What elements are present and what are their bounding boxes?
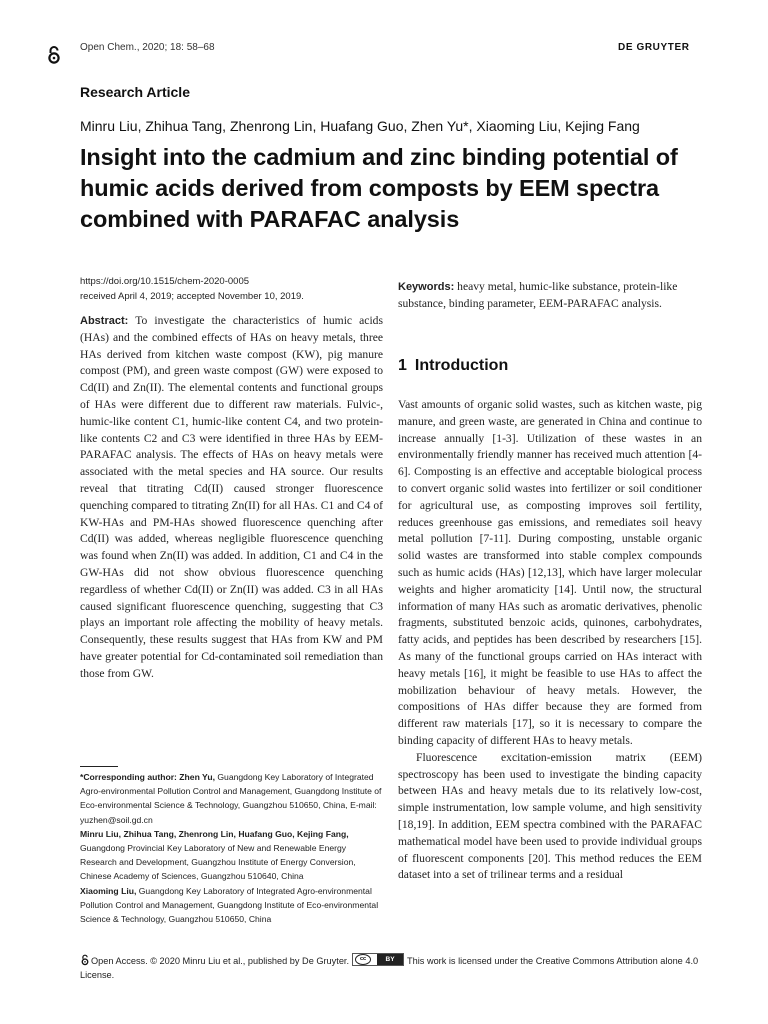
corresponding-author-affiliation: Guangdong Key Laboratory of Integrated Agro-environmental Pollution Control and Management, Guangdong Institute of Eco-environmental Science & Technology, Guangzhou 510650, China, E-mail: yuzhen@soil.gd.cn xyxy=(80,772,382,825)
affiliation-text-2: Guangdong Key Laboratory of Integrated Agro-environmental Pollution Control and Management, Guangdong Institute of Eco-environmental Science & Technology, Guangzhou 510650, China xyxy=(80,885,379,925)
author-footnote xyxy=(80,770,385,926)
keywords-text: heavy metal, humic-like substance, protein-like substance, binding parameter, EEM-PARAFAC analysis. xyxy=(398,280,678,310)
paper-title: Insight into the cadmium and zinc binding potential of humic acids derived from composts by EEM spectra combined with PARAFAC analysis xyxy=(80,144,678,232)
doi-block xyxy=(80,274,304,304)
open-access-icon xyxy=(80,954,90,966)
keywords xyxy=(398,279,702,313)
section-heading-introduction xyxy=(398,357,508,375)
affiliation-authors-1: Minru Liu, Zhihua Tang, Zhenrong Lin, Huafang Guo, Kejing Fang, xyxy=(80,828,349,839)
article-type: Research Article xyxy=(80,84,190,100)
section-title: Introduction xyxy=(414,357,509,374)
introduction-body xyxy=(398,397,702,884)
license-footer xyxy=(80,953,710,982)
received-dates: received April 4, 2019; accepted November 10, 2019. xyxy=(80,291,304,302)
footnote-divider xyxy=(80,766,118,767)
publisher-name: DE GRUYTER xyxy=(618,42,690,53)
paragraph: Fluorescence excitation-emission matrix (EEM) spectroscopy has been used to investigate the binding capacity between HAs and heavy metals due to its relatively low-cost, simple instrumentation, low sample volume, and high sensitivity [18,19]. In addition, EEM spectra combined with the PARAFAC mathematical model have been used to provide individual groups of fluorescent components [20]. This method reduces the EEM dataset into a set of trilinear terms and a residual xyxy=(398,750,702,882)
license-text: This work is licensed under the Creative Commons Attribution alone 4.0 License. xyxy=(80,956,699,980)
abstract-label: Abstract: xyxy=(80,315,129,327)
section-number: 1 xyxy=(398,357,407,374)
journal-citation: Open Chem., 2020; 18: 58–68 xyxy=(80,42,215,53)
cc-by-icon[interactable]: cc BY xyxy=(352,953,404,966)
author-list: Minru Liu, Zhihua Tang, Zhenrong Lin, Huafang Guo, Zhen Yu*, Xiaoming Liu, Kejing Fang xyxy=(80,118,640,134)
doi-link[interactable]: https://doi.org/10.1515/chem-2020-0005 xyxy=(80,276,250,287)
keywords-label: Keywords: xyxy=(398,281,455,293)
abstract xyxy=(80,313,383,683)
corresponding-author-label: *Corresponding author: Zhen Yu, xyxy=(80,772,215,782)
affiliation-authors-2: Xiaoming Liu, xyxy=(80,885,137,896)
affiliation-text-1: Guangdong Provincial Key Laboratory of New and Renewable Energy Research and Development, Guangzhou Institute of Energy Conversion, Chinese Academy of Sciences, Guangzhou 510640, China xyxy=(80,843,356,882)
paragraph: Vast amounts of organic solid wastes, such as kitchen waste, pig manure, and green waste, are generated in China and continue to increase annually [1-3]. Utilization of these wastes in an environmentally friendly manner has received much attention [4-6]. Composting is an effective and acceptable biological process to convert organic solid wastes into fertilizer or soil conditioner for agricultural use, as composting improves soil fertility, reduces greenhouse gas emissions, and remediates soil heavy metal pollution [7-11]. During composting, unstable organic solid wastes are transformed into stable complex compounds such as humic acids (HAs) [12,13], which have larger molecular weights and higher aromaticity [14]. Until now, the structural information of many HAs such as aromatic derivatives, phenolic fragments, substituted benzoic acids, quinones, carbohydrates, fatty acids, and peptides has been described by researchers [15]. As many of the functional groups carried on HAs interact with heavy metals [16], it might be feasible to use HAs to affect the mobilization behaviour of heavy metals. However, the compositions of HAs differ because they are formed from different raw materials [17], so it is necessary to compare the binding capacity of different HAs to heavy metals. xyxy=(398,398,702,747)
abstract-text: To investigate the characteristics of humic acids (HAs) and the combined effects of HAs on heavy metals, three HAs derived from kitchen waste compost (KW), pig manure compost (PM), and green waste compost (GW) were exposed to Cd(II) and Zn(II). The elemental contents and functional groups of HAs were different due to different raw materials. Fulvic-, humic-like content C1, humic-like content C4, and two protein-like contents C2 and C3 were identified in three HAs by EEM-PARAFAC analysis. The effects of HAs on heavy metals were associated with the metal species and HA source. Our results reveal that titrating Cd(II) caused stronger fluorescence quenching compared to titrating Zn(II) for all HAs. C1 and C4 of KW-HAs and PM-HAs showed fluorescence quenching after Cd(II) was added, whereas negligible fluorescence quenching was found when Zn(II) was added. In addition, C1 and C4 in the GW-HAs did not show obvious fluorescence quenching regardless of whether Cd(II) or Zn(II) was added. C3 in all HAs caused significant fluorescence quenching, suggesting that C3 plays an important role affecting the mobility of heavy metals. Consequently, these results suggest that HAs from KW and PM have greater potential for Cd-contaminated soil remediation than those from GW. xyxy=(80,314,383,680)
open-access-statement: Open Access. © 2020 Minru Liu et al., published by De Gruyter. xyxy=(91,956,350,966)
open-access-icon xyxy=(47,45,61,65)
